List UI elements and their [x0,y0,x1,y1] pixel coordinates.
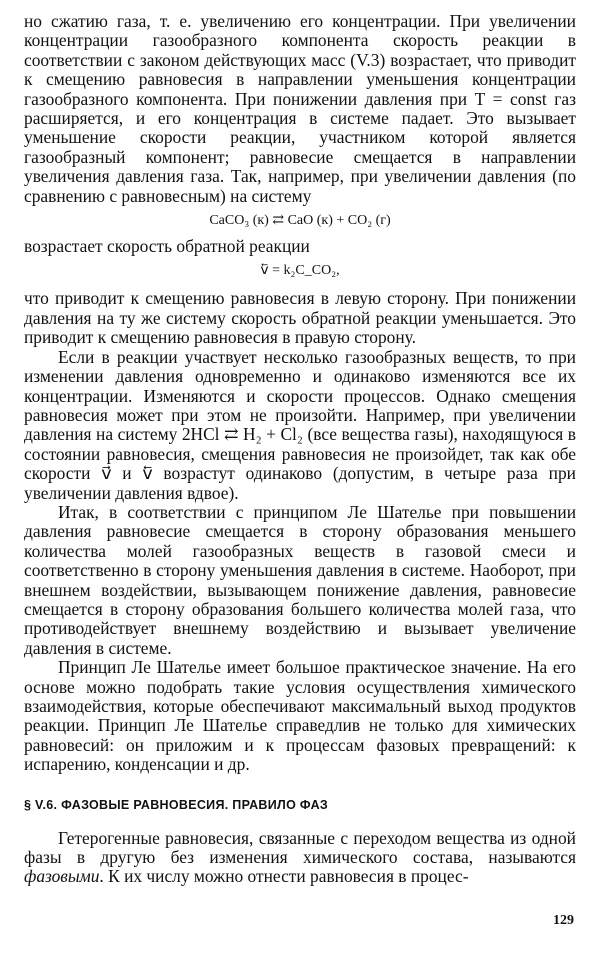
paragraph-7-emphasis: фазовыми [24,866,100,887]
section-heading: § V.6. ФАЗОВЫЕ РАВНОВЕСИЯ. ПРАВИЛО ФАЗ [24,797,329,812]
paragraph-4: Если в реакции участвует несколько газообразных веществ, то при изменении давления одновременно и одинаково изменяются все их концентрации. Изменяются и скорости процессов. Однако смещения равновесия может при этом не произойти. Например, при увеличении давления на систему 2HCl ⇄ H₂ + Cl₂ (все вещества газы), находящуюся в состоянии равновесия, смещения равновесия не произойдет, так как обе скорости v⃗ и v⃖ возрастут одинаково (допустим, в четыре раза при увеличении давления вдвое). [24,346,576,503]
paragraph-7 [24,829,576,887]
paragraph-5: Итак, в соответствии с принципом Ле Шателье при повышении давления равновесие смещается в сторону образования меньшего количества молей газообразных веществ в газовой смеси и соответственно в сторону уменьшения давления в системе. Наоборот, при внешнем воздействии, вызывающем понижение давления, равновесие смещается в сторону образования большего количества молей газа, что противодействует внешнему воздействию и вызывает увеличение давления в системе. [24,501,576,658]
paragraph-7-end: . К их числу можно отнести равновесия в процес- [99,866,469,887]
document-page [24,12,576,887]
paragraph-7-start: Гетерогенные равновесия, связанные с переходом вещества из одной фазы в другую без изменения химического состава, называются [24,827,576,868]
page-number: 129 [553,913,574,928]
formula-caco3: CaCO₃ (к) ⇄ CaO (к) + CO₂ (г) [209,213,391,229]
paragraph-1: но сжатию газа, т. е. увеличению его концентрации. При увеличении концентрации газообразного компонента скорость реакции в соответствии с законом действующих масс (V.3) возрастает, что приводит к смещению равновесия в направлении уменьшения концентрации газообразного компонента. При понижении давления при T = const газ расширяется, и его концентрация в системе падает. Это вызывает уменьшение скорости реакции, участником которой является газообразный компонент; равновесие смещается в направлении увеличения давления газа. Так, например, при увеличении давления (по сравнению с равновесным) на систему [24,11,576,206]
paragraph-6: Принцип Ле Шателье имеет большое практическое значение. На его основе можно подобрать такие условия осуществления химического взаимодействия, которые обеспечивают максимальный выход продуктов реакции. Принцип Ле Шателье справедлив не только для химических равновесий: он приложим и к процессам фазовых превращений: к испарению, конденсации и др. [24,657,576,775]
paragraph-3: что приводит к смещению равновесия в левую сторону. При понижении давления на ту же систему скорость обратной реакции уменьшается. Это приводит к смещению равновесия в правую сторону. [24,288,576,348]
formula-reverse-rate: v⃖ = k₂C_CO₂, [260,263,340,279]
paragraph-2: возрастает скорость обратной реакции [24,236,310,257]
